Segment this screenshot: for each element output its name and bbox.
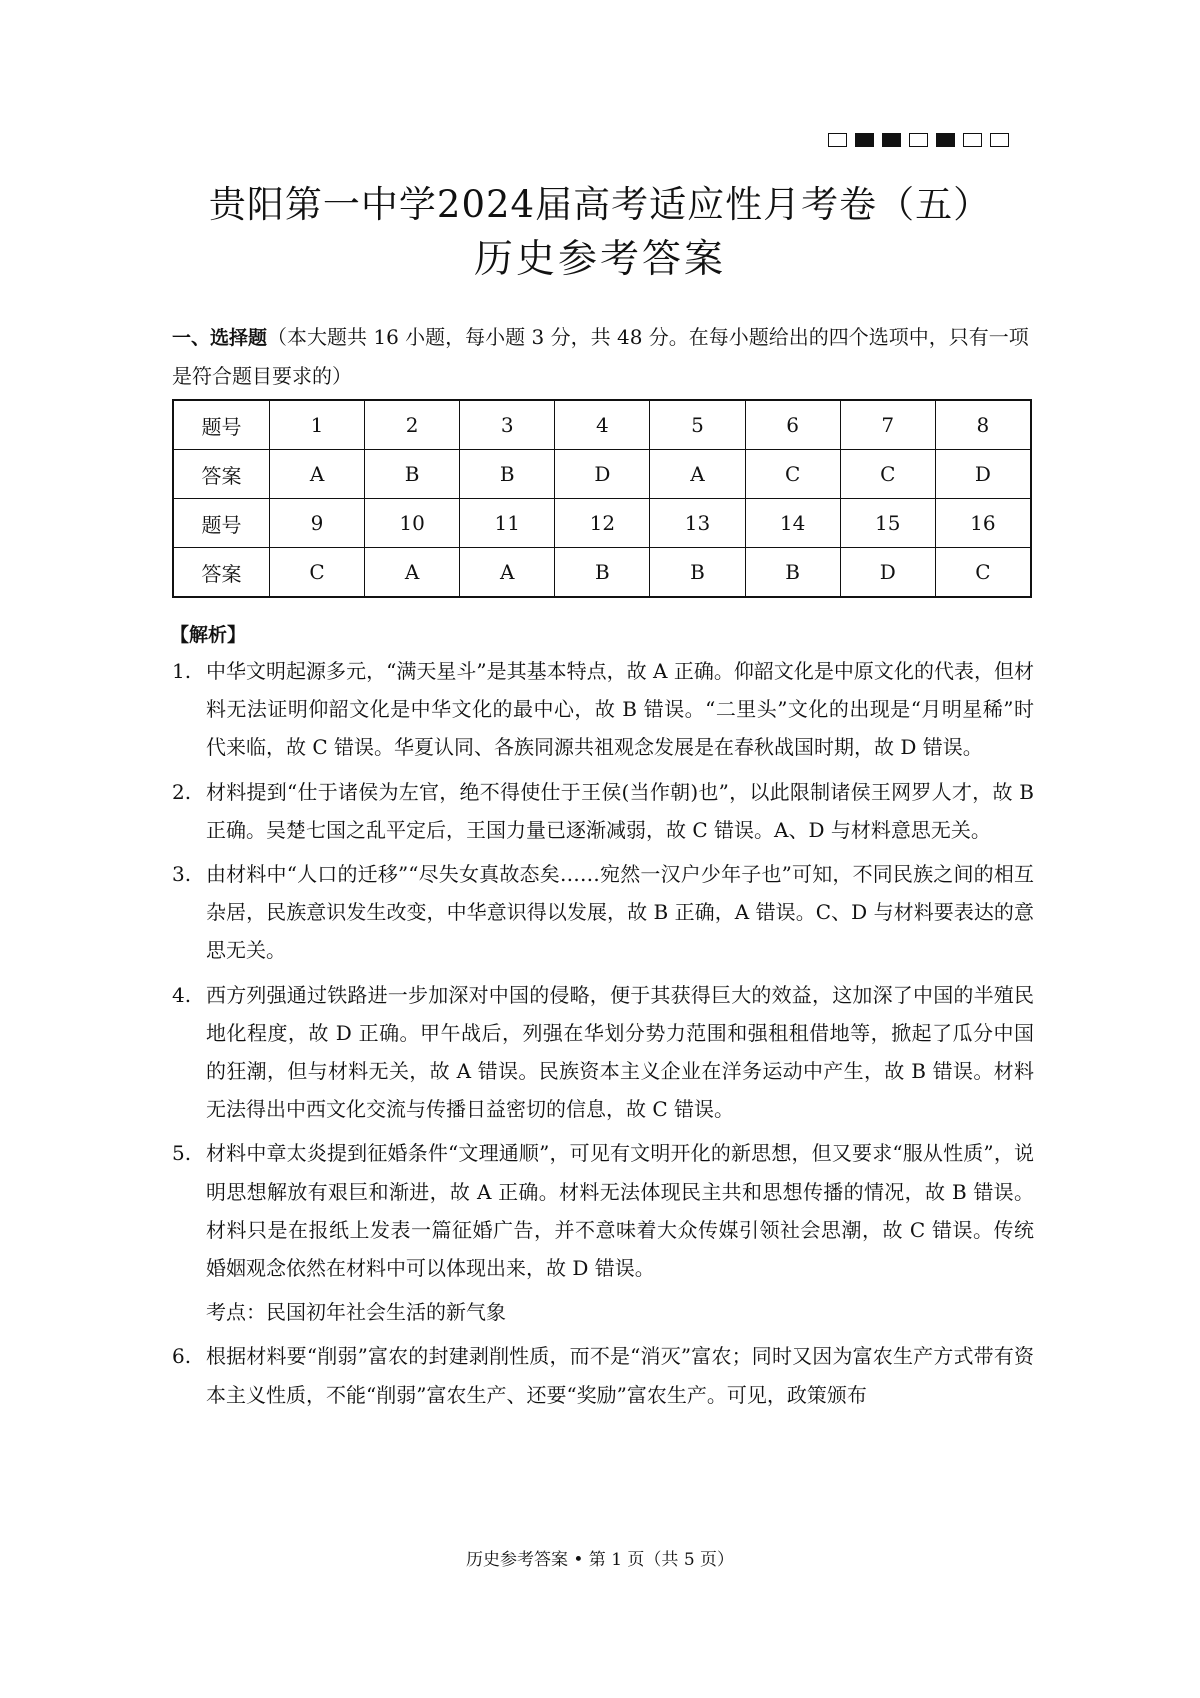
item-text: 由材料中“人口的迁移”“尽失女真故态矣……宛然一汉户少年子也”可知，不同民族之间的相互杂居，民族意识发生改变，中华意识得以发展，故 B 正确，A 错误。C、D 与材料要表达的意思无关。 [206,862,1034,963]
table-cell: 9 [270,499,365,548]
analysis-item [172,855,1034,970]
table-cell: D [555,450,650,499]
table-cell: 12 [555,499,650,548]
table-cell: D [935,450,1031,499]
table-cell: C [840,450,935,499]
table-cell: 8 [935,400,1031,450]
table-cell: 5 [650,400,745,450]
table-cell: C [935,548,1031,598]
table-cell: 1 [270,400,365,450]
empty-square-icon [963,133,982,147]
page-footer: 历史参考答案 • 第 1 页（共 5 页） [465,1550,735,1570]
item-text: 中华文明起源多元，“满天星斗”是其基本特点，故 A 正确。仰韶文化是中原文化的代表，但材料无法证明仰韶文化是中华文化的最中心，故 B 错误。“二里头”文化的出现是“月明星稀”时代来临，故 C 错误。华夏认同、各族同源共祖观念发展是在春秋战国时期，故 D 错误。 [206,659,1034,760]
filled-square-icon [855,133,874,147]
row-header-cell: 题号 [173,400,270,450]
table-cell: 6 [745,400,840,450]
table-cell: B [555,548,650,598]
table-cell: 15 [840,499,935,548]
table-cell: B [745,548,840,598]
page-subtitle: 历史参考答案 [473,237,726,282]
item-text: 材料中章太炎提到征婚条件“文理通顺”，可见有文明开化的新思想，但又要求“服从性质”，说明思想解放有艰巨和渐进，故 A 正确。材料无法体现民主共和思想传播的情况，故 B 错误。材料只是在报纸上发表一篇征婚广告，并不意味着大众传媒引领社会思潮，故 C 错误。传统婚姻观念依然在材料中可以体现出来，故 D 错误。 [206,1141,1034,1281]
item-number: 3. [172,862,192,887]
filled-square-icon [882,133,901,147]
item-text: 西方列强通过铁路进一步加深对中国的侵略，便于其获得巨大的效益，这加深了中国的半殖民地化程度，故 D 正确。甲午战后，列强在华划分势力范围和强租租借地等，掀起了瓜分中国的狂潮，但与材料无关，故 A 错误。民族资本主义企业在洋务运动中产生，故 B 错误。材料无法得出中西文化交流与传播日益密切的信息，故 C 错误。 [206,982,1034,1122]
paper-code-boxes [828,133,1009,147]
table-cell: C [745,450,840,499]
table-cell: C [270,548,365,598]
table-cell: B [650,548,745,598]
section-description: （本大题共 16 小题，每小题 3 分，共 48 分。在每小题给出的四个选项中，只有一项是符合题目要求的） [172,325,1029,388]
item-text: 根据材料要“削弱”富农的封建剥削性质，而不是“消灭”富农；同时又因为富农生产方式带有资本主义性质，不能“削弱”富农生产、还要“奖励”富农生产。可见，政策颁布 [206,1344,1034,1407]
section-instructions [172,318,1032,395]
table-cell: 10 [365,499,460,548]
analysis-item [172,1337,1034,1413]
table-cell: A [365,548,460,598]
answer-table [172,399,1032,598]
table-cell: B [365,450,460,499]
item-text: 材料提到“仕于诸侯为左官，绝不得使仕于王侯(当作朝)也”，以此限制诸侯王网罗人才，故 B 正确。吴楚七国之乱平定后，王国力量已逐渐减弱，故 C 错误。A、D 与材料意思无关。 [206,779,1034,842]
row-header-cell: 答案 [173,548,270,598]
row-header-cell: 答案 [173,450,270,499]
exam-point-note: 考点：民国初年社会生活的新气象 [206,1300,506,1325]
item-number: 6. [172,1344,192,1369]
section-label: 一、选择题 [172,327,268,349]
table-cell: 7 [840,400,935,450]
filled-square-icon [936,133,955,147]
table-row [173,499,1031,548]
analysis-item [172,976,1034,1129]
item-number: 2. [172,779,192,804]
analysis-item [172,773,1034,849]
item-number: 1. [172,659,192,683]
table-row [173,400,1031,450]
table-cell: 2 [365,400,460,450]
table-row [173,548,1031,598]
empty-square-icon [828,133,847,147]
table-cell: 13 [650,499,745,548]
table-cell: A [460,548,555,598]
item-number: 5. [172,1141,192,1166]
item-number: 4. [172,982,192,1007]
table-cell: 4 [555,400,650,450]
empty-square-icon [909,133,928,147]
analysis-heading: 【解析】 [170,624,247,646]
table-cell: D [840,548,935,598]
empty-square-icon [990,133,1009,147]
page-title: 贵阳第一中学2024届高考适应性月考卷（五） [208,183,992,226]
table-cell: A [650,450,745,499]
table-cell: 11 [460,499,555,548]
analysis-item [172,1134,1034,1287]
table-cell: B [460,450,555,499]
analysis-list [172,652,1034,1420]
row-header-cell: 题号 [173,499,270,548]
table-cell: 14 [745,499,840,548]
table-cell: 16 [935,499,1031,548]
table-row [173,450,1031,499]
table-cell: A [270,450,365,499]
analysis-item [172,652,1034,767]
table-cell: 3 [460,400,555,450]
